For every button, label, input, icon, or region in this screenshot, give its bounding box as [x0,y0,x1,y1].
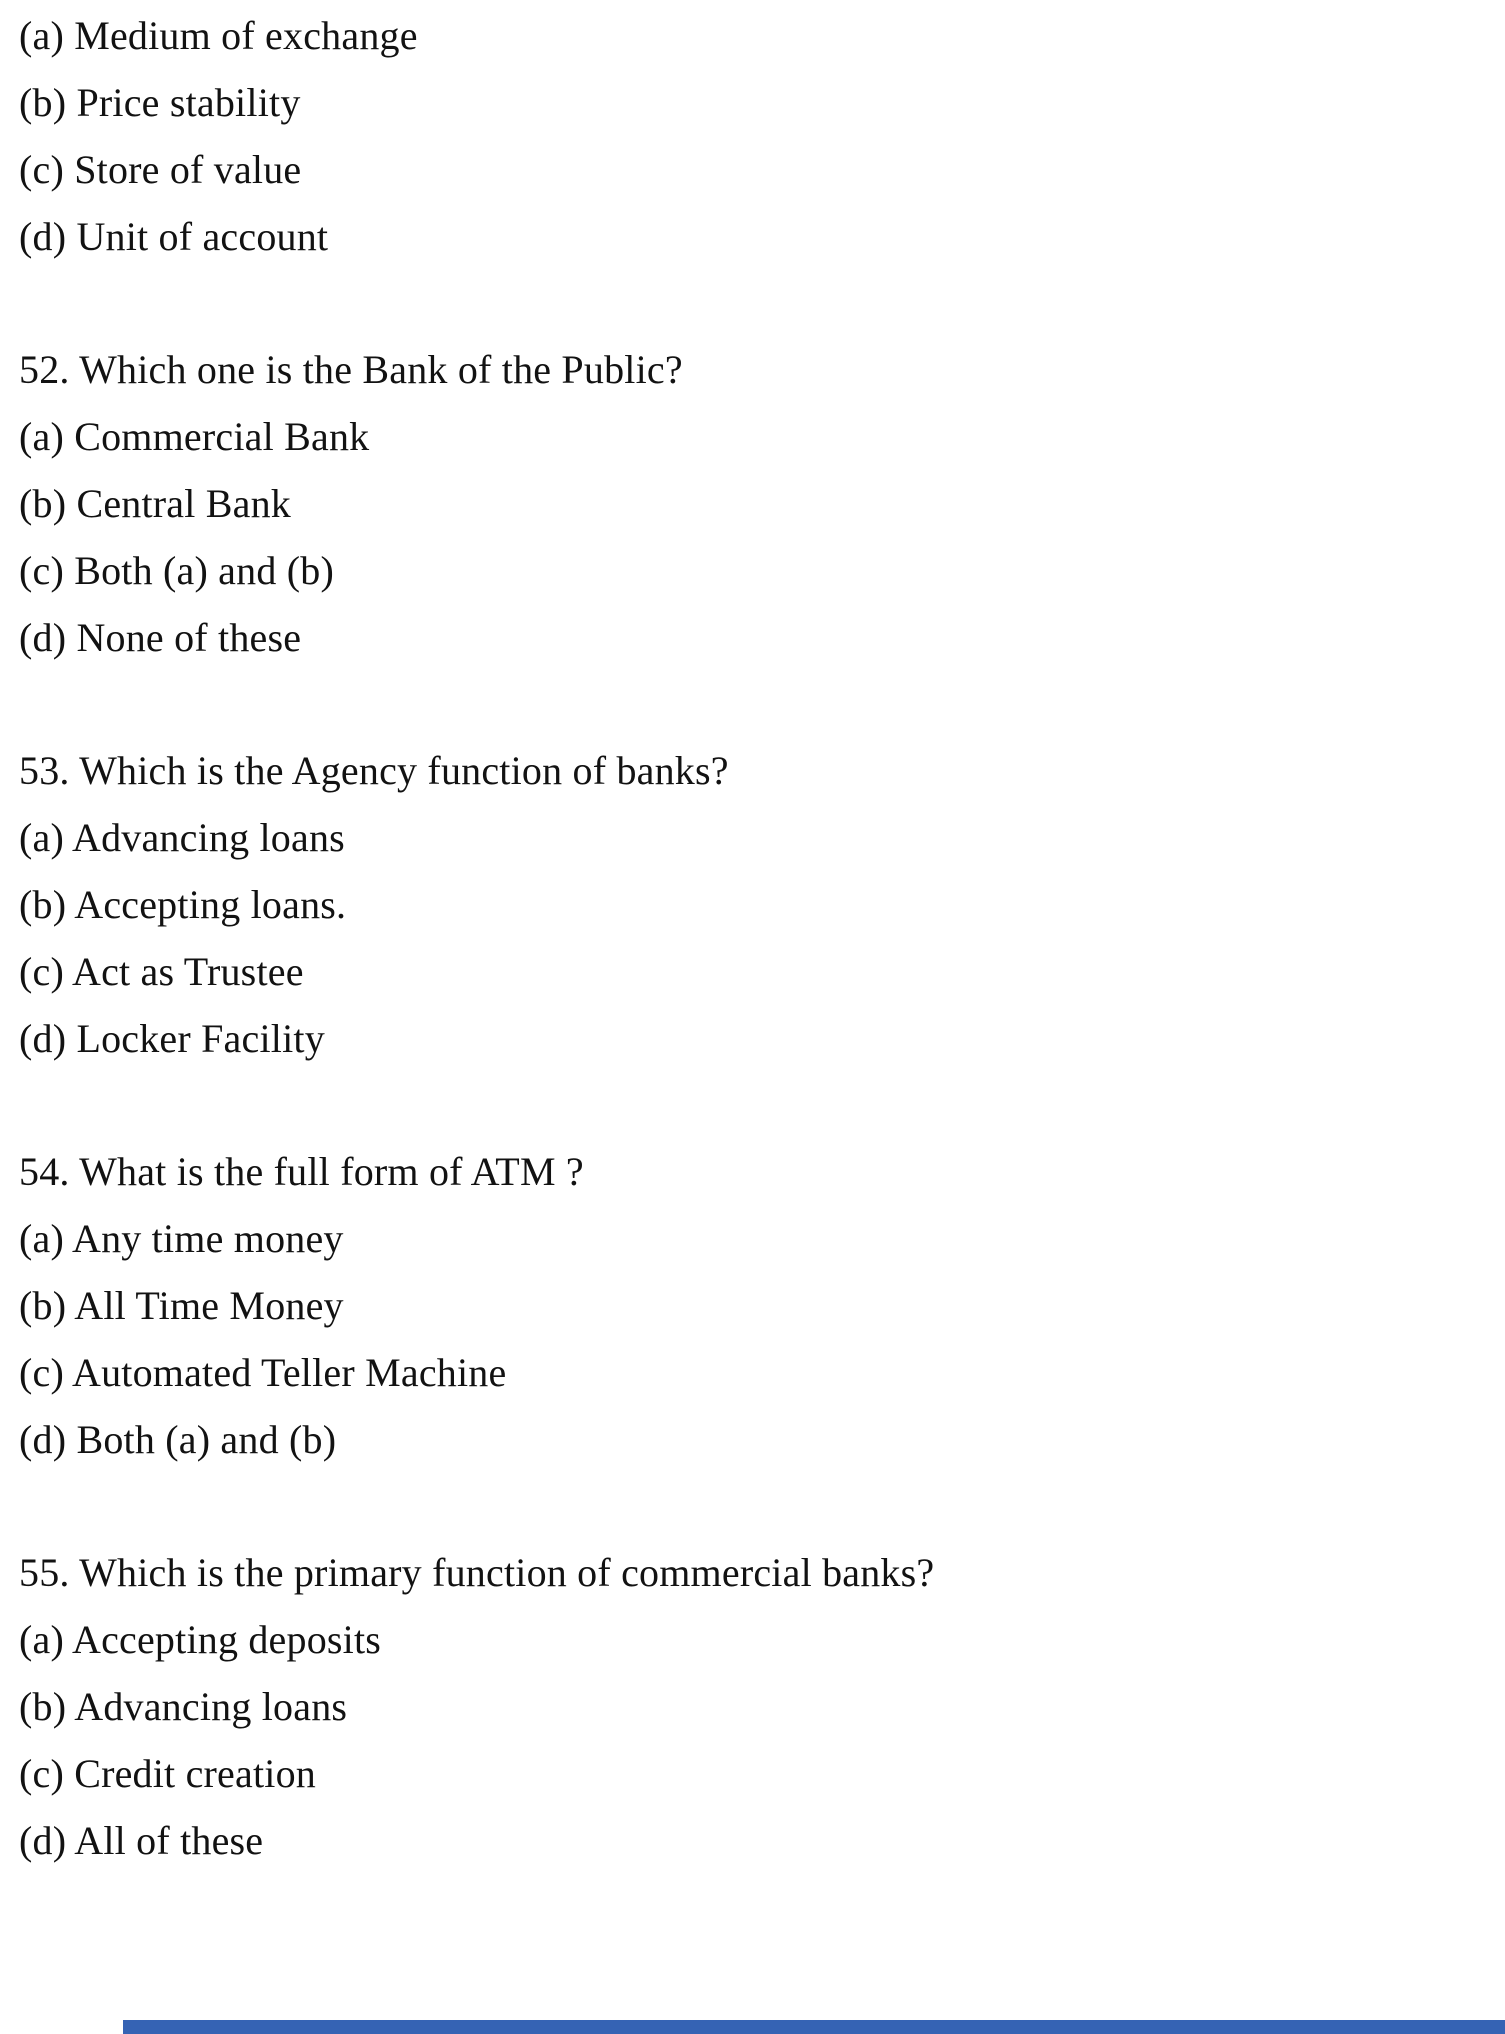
option: (d) Locker Facility [19,1016,325,1061]
question-51-options-block [19,2,1485,270]
option: (b) Central Bank [19,481,292,526]
option: (b) Accepting loans. [19,882,347,927]
question-heading: 52. Which one is the Bank of the Public? [19,347,683,392]
option: (c) Credit creation [19,1751,316,1796]
bottom-accent-bar [123,2020,1505,2034]
question-55-block [19,1539,1485,1874]
question-53-block [19,737,1485,1072]
question-list [19,2,1485,1874]
option: (b) Advancing loans [19,1684,348,1729]
option: (b) All Time Money [19,1283,344,1328]
option: (a) Commercial Bank [19,414,370,459]
question-heading: 53. Which is the Agency function of banks? [19,748,729,793]
question-heading: 55. Which is the primary function of commercial banks? [19,1550,935,1595]
question-54-block [19,1138,1485,1473]
option: (a) Accepting deposits [19,1617,382,1662]
option: (d) None of these [19,615,302,660]
option: (c) Both (a) and (b) [19,548,334,593]
option: (b) Price stability [19,80,301,125]
question-52-block [19,336,1485,671]
option: (a) Advancing loans [19,815,345,860]
option: (a) Medium of exchange [19,13,418,58]
option: (c) Act as Trustee [19,949,304,994]
option: (d) All of these [19,1818,264,1863]
question-heading: 54. What is the full form of ATM ? [19,1149,584,1194]
option: (d) Both (a) and (b) [19,1417,337,1462]
option: (c) Automated Teller Machine [19,1350,507,1395]
option: (d) Unit of account [19,214,329,259]
option: (c) Store of value [19,147,302,192]
option: (a) Any time money [19,1216,344,1261]
